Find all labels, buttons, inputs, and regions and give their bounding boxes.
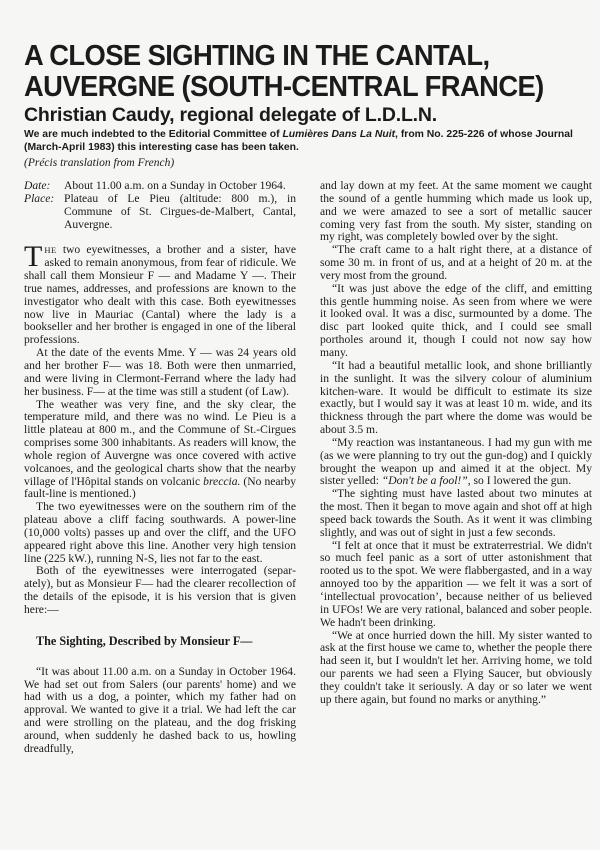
place-row xyxy=(24,193,296,232)
paragraph: “It was about 11.00 a.m. on a Sunday in October 1964. We had set out from Salers (our parents' home) and we had with us a dog, a pointer, which my father had on approval. We wanted to give it a trial. We had left the car and were strolling on the plateau, and the dog frisking around, when suddenly he dashed back to us, howling dreadfully, xyxy=(24,664,296,755)
paragraph xyxy=(24,240,296,347)
paragraph: “The sighting must have lasted about two minutes at the most. Then it began to move again and shot off at high speed back towards the South. As it went it was climbing slightly, and was out of sight in just a few seconds. xyxy=(320,487,592,539)
paragraph-text: The weather was very fine, and the sky clear, the temperature mild, and there was no wind. Le Pieu is a little plateau at 800 m., and the Commune of St.-Cirgues comprises some 300 inhabitants. As readers will know, the whole region of Auvergne was once covered with active volcanoes, and the geological charts show that the nearby village of l'Hôpital stands on volcanic xyxy=(24,397,296,488)
paragraph-text: , so I lowered the gun. xyxy=(467,474,572,488)
date-value: About 11.00 a.m. on a Sunday in October 1964. xyxy=(64,179,286,192)
place-value: Plateau of Le Pieu (altitude: 800 m.), in Commune of St. Cirgues-de-Malbert, Cantal, Auvergne. xyxy=(64,191,296,231)
intro-text-1: We are much indebted to the Editorial Committee of xyxy=(24,129,283,140)
case-details xyxy=(24,180,296,231)
date-label: Date: xyxy=(24,179,51,192)
date-row xyxy=(24,180,296,193)
intro-text-2: , from No. 225-226 of whose Journal (March-April 1983) this interesting case has been taken. xyxy=(24,129,573,153)
paragraph: At the date of the events Mme. Y — was 24 years old and her brother F— was 18. Both were then unmarried, and were living in Clermont-Ferrand where the lady had her business. F— at the time was still a student (of Law). xyxy=(24,346,296,398)
title-line-1: A CLOSE SIGHTING IN THE CANTAL, xyxy=(24,40,490,72)
paragraph: and lay down at my feet. At the same moment we caught the sound of a gentle humming which made us look up, and we were amazed to see a sort of metallic saucer coming very fast from the south. My sister, standing on my right, was completely bowled over by the sight. xyxy=(320,179,592,244)
paragraph: Both of the eyewitnesses were interrogated (separately), but as Monsieur F— had the clearer recollection of the details of the episode, it is his version that is given here:— xyxy=(24,564,296,616)
title-line-2: AUVERGNE (SOUTH-CENTRAL FRANCE) xyxy=(24,71,544,103)
paragraph: “I felt at once that it must be extraterrestrial. We didn't so much feel panic as a sort of utter astonishment that rooted us to the spot. We were flabbergasted, and in a way annoyed too by the apparition — we felt it was a sort of ‘intellectual provocation’, because neither of us believed in UFOs! We are very rational, balanced and sober people. We hadn't been drinking. xyxy=(320,538,592,629)
paragraph: The two eyewitnesses were on the southern rim of the plateau above a cliff facing southwards. A power-line (10,000 volts) passes up and over the cliff, and the UFO appeared right above this line. Another very high tension line (225 kW.), running N-S, lies not far to the east. xyxy=(24,500,296,565)
paragraph-text: two eyewitnesses, a brother and a sister, have asked to remain anonymous, from fear of ridicule. We shall call them Monsieur F — and Madame Y —. Their true names, addresses, and professions are known to the investigator who dealt with this case. Both eyewitnesses now live in Mauriac (Cantal) where the lady is a bookseller and her brother is engaged in one of the liberal professions. xyxy=(24,243,296,347)
paragraph-text: (No nearby fault-line is mentioned.) xyxy=(24,474,296,501)
journal-name: Lumières Dans La Nuit xyxy=(282,129,396,140)
small-caps-lead: HE xyxy=(44,245,57,256)
translation-note: (Précis translation from French) xyxy=(24,157,175,169)
place-label: Place: xyxy=(24,191,55,205)
right-column xyxy=(320,180,592,707)
paragraph: “It had a beautiful metallic look, and shone brilliantly in the sunlight. It was the silvery colour of aluminium kitchen-ware. It would be difficult to estimate its size exactly, but I would say it was at least 10 m. wide, and its thickness through the part where the dome was would be about 3.5 m. xyxy=(320,358,592,437)
section-subheading: The Sighting, Described by Monsieur F— xyxy=(36,633,253,648)
paragraph: “It was just above the edge of the cliff, and emitting this gentle humming noise. As seen from where we were it looked oval. It was a disc, surmounted by a dome. The disc part looked quite thick, and I could see small portholes around it, though I could not now say how many. xyxy=(320,281,592,359)
drop-cap: T xyxy=(24,240,43,274)
italic-term: breccia. xyxy=(203,474,241,488)
author-byline: Christian Caudy, regional delegate of L.D.L.N. xyxy=(24,104,437,126)
paragraph: “The craft came to a halt right there, at a distance of some 30 m. in front of us, and at a height of 20 m. at the very most from the ground. xyxy=(320,243,592,282)
article-title xyxy=(24,41,571,103)
left-column xyxy=(24,180,296,756)
paragraph-text: “My reaction was instantaneous. I had my gun with me (as we were planning to try out the gun-dog) and I quickly brought the weapon up and aimed it at the object. My sister yelled: xyxy=(320,435,592,488)
paragraph xyxy=(24,399,296,502)
paragraph: “We at once hurried down the hill. My sister wanted to ask at the first house we came to, whether the people there had seen it, but I wouldn't let her. Arriving home, we told our parents we had seen a Flying Saucer, but obviously they couldn't take it seriously. A day or so later we went up there again, but found no marks or anything.” xyxy=(320,628,592,706)
intro-acknowledgement xyxy=(24,129,584,154)
paragraph xyxy=(320,437,592,488)
italic-quote: “Don't be a fool!” xyxy=(381,474,468,488)
